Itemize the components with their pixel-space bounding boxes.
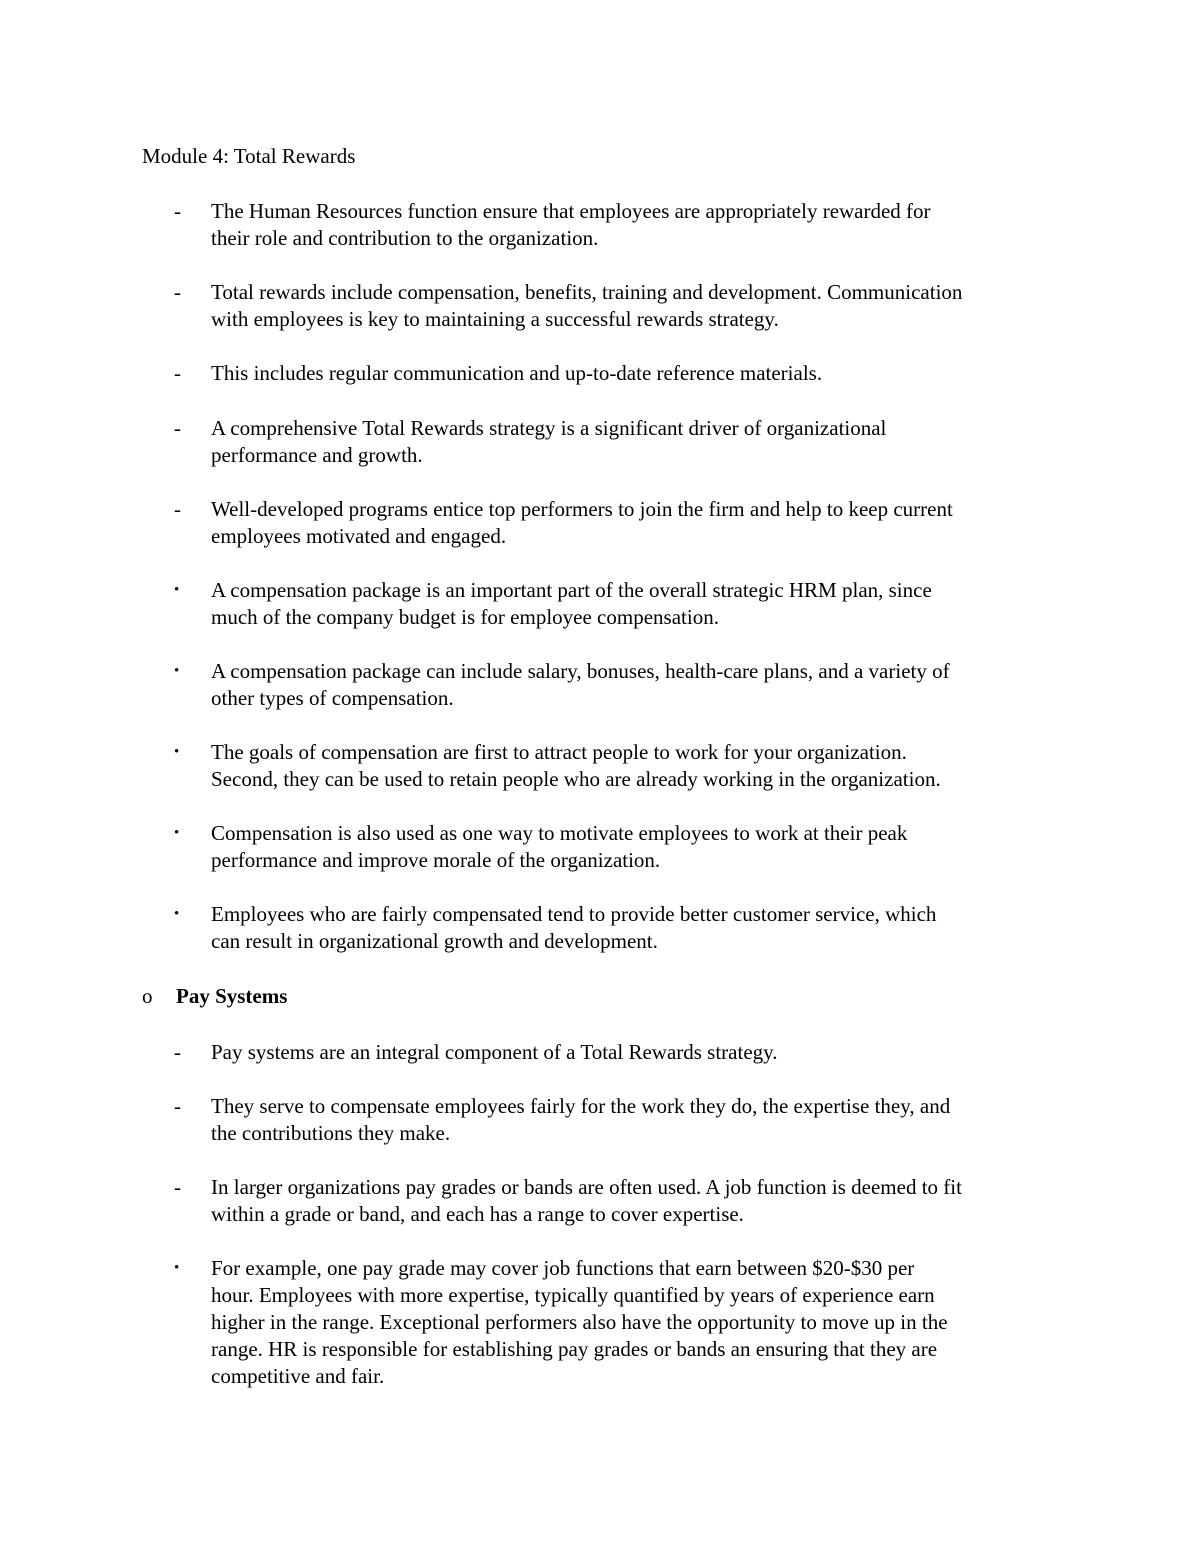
list-item-text: For example, one pay grade may cover job functions that earn between $20-$30 per hour. Employees with more expertise, typically quantified by years of experience earn higher in the range. Exceptional performers also have the opportunity to move up in the range. HR is responsible for establishing pay grades or bands an ensuring that they are competitive and fair.	[211, 1256, 948, 1388]
bullet-marker: •	[174, 582, 180, 598]
dash-marker: -	[174, 361, 181, 385]
list-item-text: A compensation package can include salary, bonuses, health-care plans, and a variety of other types of compensation.	[211, 659, 950, 710]
list-item-text: In larger organizations pay grades or bands are often used. A job function is deemed to fit within a grade or band, and each has a range to cover expertise.	[211, 1175, 962, 1226]
list-item-text: A comprehensive Total Rewards strategy is a significant driver of organizational performance and growth.	[211, 416, 887, 467]
list-item-text: Employees who are fairly compensated tend to provide better customer service, which can result in organizational growth and development.	[211, 902, 937, 953]
dash-marker: -	[174, 1175, 181, 1199]
dash-marker: -	[174, 1094, 181, 1118]
circle-marker: o	[142, 984, 153, 1008]
list-item-text: A compensation package is an important part of the overall strategic HRM plan, since much of the company budget is for employee compensation.	[211, 578, 932, 629]
list-item-text: Pay systems are an integral component of a Total Rewards strategy.	[211, 1040, 778, 1064]
bullet-marker: •	[174, 906, 180, 922]
list-item-text: Well-developed programs entice top performers to join the firm and help to keep current employees motivated and engaged.	[211, 497, 953, 548]
list-item-text: The Human Resources function ensure that employees are appropriately rewarded for their role and contribution to the organization.	[211, 199, 931, 250]
bullet-marker: •	[174, 744, 180, 760]
list-item-text: The goals of compensation are first to attract people to work for your organization. Second, they can be used to retain people who are already working in the organization.	[211, 740, 941, 791]
dash-marker: -	[174, 199, 181, 223]
list-item-text: Compensation is also used as one way to motivate employees to work at their peak performance and improve morale of the organization.	[211, 821, 908, 872]
section-heading-text: Pay Systems	[176, 984, 288, 1008]
bullet-marker: •	[174, 1260, 180, 1276]
dash-marker: -	[174, 416, 181, 440]
list-item-text: Total rewards include compensation, benefits, training and development. Communication with employees is key to maintaining a successful rewards strategy.	[211, 280, 963, 331]
dash-marker: -	[174, 1040, 181, 1064]
bullet-marker: •	[174, 663, 180, 679]
list-item-text: This includes regular communication and up-to-date reference materials.	[211, 361, 823, 385]
page-title: Module 4: Total Rewards	[142, 144, 356, 168]
list-item-text: They serve to compensate employees fairly for the work they do, the expertise they, and the contributions they make.	[211, 1094, 951, 1145]
dash-marker: -	[174, 280, 181, 304]
bullet-marker: •	[174, 825, 180, 841]
dash-marker: -	[174, 497, 181, 521]
